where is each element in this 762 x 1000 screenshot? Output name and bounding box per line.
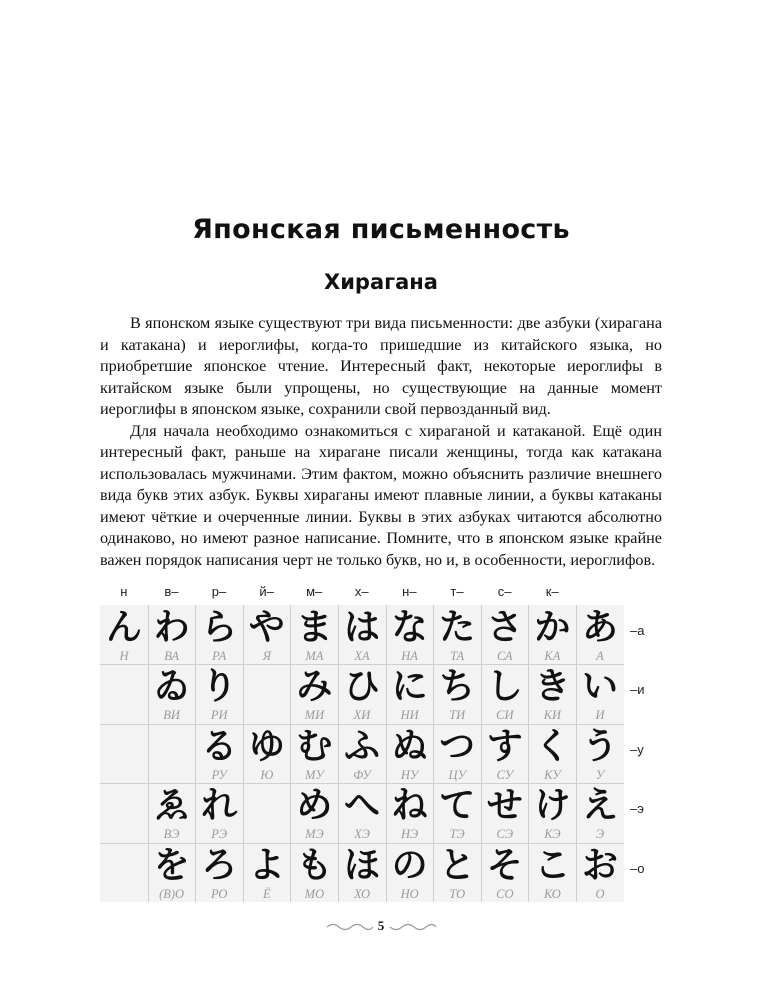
kana-character: し <box>486 666 523 708</box>
kana-character: め <box>296 785 333 827</box>
kana-cell <box>339 607 385 666</box>
kana-reading: КА <box>544 649 561 663</box>
kana-cell <box>577 607 623 666</box>
kana-character: さ <box>486 607 523 648</box>
kana-character: わ <box>153 607 190 648</box>
row-label: –а <box>630 623 645 638</box>
hiragana-table <box>100 584 660 902</box>
paragraph: В японском языке существуют три вида письменности: две азбуки (хирагана и катакана) и иероглифы, когда-то пришедшие из китайского языка, но приобретшие японское чтение. Интересный факт, некоторые иероглифы в китайском языке были упрощены, но существующие на данные момент иероглифы в японском языке, сохранили свой первозданный вид. <box>100 314 662 418</box>
kana-reading: ВЭ <box>163 827 180 842</box>
kana-character: と <box>439 844 476 886</box>
kana-reading: СА <box>497 649 513 663</box>
column-header: к– <box>545 584 559 599</box>
kana-cell <box>339 666 385 725</box>
kana-character: や <box>248 607 285 648</box>
kana-character: に <box>391 666 428 708</box>
kana-character: あ <box>581 607 618 648</box>
kana-cell <box>291 666 337 725</box>
kana-cell <box>529 607 575 666</box>
kana-reading: СЭ <box>496 827 514 842</box>
kana-character: ぬ <box>391 725 428 767</box>
kana-character: か <box>534 607 571 648</box>
kana-character: う <box>581 725 618 767</box>
row-label: –э <box>630 801 644 817</box>
row-label: –и <box>630 682 645 698</box>
body-text <box>100 313 662 571</box>
kana-cell <box>291 785 337 844</box>
paragraph: Для начала необходимо ознакомиться с хираганой и катаканой. Ещё один интересный факт, раньше на хирагане писали женщины, тогда как катакана использовалась мужчинами. Этим фактом, можно объяснить различие внешнего вида букв этих азбук. Буквы хираганы имеют плавные линии, а буквы катаканы имеют чёткие и очерченные линии. Буквы в этих азбуках читаются абсолютно одинаково, но имеют разное написание. Помните, что в японском языке крайне важен порядок написания черт не только букв, но и, в особенности, иероглифов. <box>100 421 662 569</box>
row-label: –у <box>630 741 644 757</box>
kana-reading: ХИ <box>353 708 371 723</box>
kana-reading: МА <box>305 649 324 663</box>
hiragana-grid <box>100 605 624 902</box>
kana-reading: НА <box>401 649 418 663</box>
kana-reading: Ё <box>262 886 271 901</box>
kana-cell <box>434 785 480 844</box>
kana-cell <box>434 726 480 785</box>
kana-cell <box>434 607 480 666</box>
kana-reading: РИ <box>210 708 228 723</box>
kana-reading: У <box>595 767 605 782</box>
kana-cell <box>149 845 195 904</box>
kana-character: ら <box>201 607 238 648</box>
kana-character: お <box>581 844 618 886</box>
kana-character: い <box>581 666 618 708</box>
kana-character: な <box>391 607 428 648</box>
kana-reading: ХА <box>354 649 370 663</box>
kana-cell <box>482 666 528 725</box>
kana-cell <box>577 785 623 844</box>
kana-character: も <box>296 844 333 886</box>
kana-cell <box>387 726 433 785</box>
kana-character: み <box>296 666 333 708</box>
kana-cell <box>434 845 480 904</box>
kana-cell <box>149 666 195 725</box>
kana-character: て <box>439 785 476 827</box>
kana-reading: НУ <box>400 767 419 782</box>
page-number: 5 <box>377 918 385 933</box>
kana-cell <box>149 785 195 844</box>
kana-cell <box>149 607 195 666</box>
kana-character: れ <box>201 785 238 827</box>
kana-reading: КО <box>544 886 561 901</box>
kana-reading: ХЭ <box>354 827 370 842</box>
kana-character: ね <box>391 785 428 827</box>
ornament-left-icon <box>325 922 375 932</box>
kana-character: ふ <box>343 725 380 767</box>
kana-character: む <box>296 725 333 767</box>
kana-character: ゆ <box>248 725 285 767</box>
chapter-title: Японская письменность <box>192 214 570 245</box>
kana-cell <box>482 726 528 785</box>
kana-cell <box>291 607 337 666</box>
kana-cell <box>244 845 290 904</box>
kana-cell <box>339 726 385 785</box>
kana-cell <box>339 845 385 904</box>
kana-reading: ТА <box>450 649 465 663</box>
kana-cell <box>196 785 242 844</box>
kana-reading: Э <box>595 827 605 842</box>
kana-character: ち <box>439 666 476 708</box>
column-header: в– <box>164 584 179 599</box>
kana-character: よ <box>248 844 285 886</box>
kana-character: ま <box>296 607 333 648</box>
kana-cell <box>529 845 575 904</box>
kana-reading: ВА <box>164 649 179 663</box>
kana-character: ゐ <box>153 666 190 708</box>
column-header: н <box>120 584 128 599</box>
kana-cell <box>577 666 623 725</box>
row-label: –о <box>630 860 645 876</box>
kana-character: す <box>486 725 523 767</box>
kana-reading: МО <box>304 886 325 901</box>
column-header: м– <box>306 584 323 599</box>
kana-reading: СИ <box>496 708 514 723</box>
kana-cell <box>387 607 433 666</box>
kana-cell <box>529 785 575 844</box>
kana-cell <box>577 726 623 785</box>
kana-character: ゑ <box>153 785 190 827</box>
kana-cell <box>577 845 623 904</box>
kana-character: た <box>439 607 476 648</box>
kana-cell <box>529 666 575 725</box>
kana-reading: КИ <box>543 708 562 723</box>
kana-cell <box>482 785 528 844</box>
kana-reading: СУ <box>496 767 514 782</box>
kana-reading: ЦУ <box>448 767 466 782</box>
kana-character: こ <box>534 844 571 886</box>
kana-cell <box>482 845 528 904</box>
kana-reading: (В)О <box>159 886 185 901</box>
kana-cell <box>196 726 242 785</box>
kana-reading: МИ <box>304 708 325 723</box>
kana-reading: ТО <box>449 886 466 901</box>
kana-cell <box>101 607 147 666</box>
kana-reading: МЭ <box>305 827 324 842</box>
column-header: х– <box>354 584 369 599</box>
kana-cell <box>244 607 290 666</box>
kana-reading: МУ <box>304 767 324 782</box>
kana-reading: И <box>595 708 605 723</box>
kana-character: の <box>391 844 428 886</box>
kana-cell <box>196 607 242 666</box>
kana-cell <box>196 845 242 904</box>
kana-reading: ТИ <box>449 708 466 723</box>
kana-character: を <box>153 844 190 886</box>
kana-reading: РУ <box>211 767 227 782</box>
kana-reading: КЭ <box>544 827 561 842</box>
kana-character: え <box>581 785 618 827</box>
kana-reading: ТЭ <box>449 827 465 842</box>
kana-character: そ <box>486 844 523 886</box>
kana-cell <box>482 607 528 666</box>
kana-character: は <box>343 607 380 648</box>
kana-reading: Н <box>119 649 129 663</box>
kana-reading: НО <box>400 886 419 901</box>
kana-character: け <box>534 785 571 827</box>
kana-character: つ <box>439 725 476 767</box>
kana-character: く <box>534 725 571 767</box>
kana-reading: ФУ <box>353 767 371 782</box>
kana-reading: Я <box>262 649 271 663</box>
kana-character: る <box>201 725 238 767</box>
kana-character: り <box>201 666 238 708</box>
kana-reading: НИ <box>400 708 419 723</box>
kana-reading: О <box>595 886 605 901</box>
kana-reading: А <box>596 649 604 663</box>
kana-character: せ <box>486 785 523 827</box>
kana-character: ん <box>105 607 142 648</box>
kana-cell <box>529 726 575 785</box>
kana-cell <box>339 785 385 844</box>
section-title: Хирагана <box>324 270 438 294</box>
kana-cell <box>196 666 242 725</box>
kana-character: ほ <box>343 844 380 886</box>
kana-reading: ВИ <box>163 708 180 723</box>
kana-character: ひ <box>343 666 380 708</box>
kana-reading: НЭ <box>400 827 419 842</box>
kana-cell <box>291 726 337 785</box>
kana-cell <box>387 845 433 904</box>
kana-reading: ХО <box>353 886 371 901</box>
kana-character: き <box>534 666 571 708</box>
kana-cell <box>387 785 433 844</box>
kana-reading: СО <box>496 886 514 901</box>
kana-reading: Ю <box>260 767 274 782</box>
kana-reading: РЭ <box>211 827 228 842</box>
column-header: т– <box>450 584 464 599</box>
column-header: н– <box>402 584 417 599</box>
kana-reading: РА <box>212 649 227 663</box>
kana-reading: КУ <box>544 767 561 782</box>
column-header: р– <box>211 584 227 599</box>
kana-cell <box>244 726 290 785</box>
kana-reading: РО <box>210 886 228 901</box>
kana-character: ろ <box>201 844 238 886</box>
kana-character: へ <box>343 785 380 827</box>
column-header: й– <box>259 584 274 599</box>
page-footer <box>0 918 762 934</box>
column-header: с– <box>497 584 512 599</box>
kana-cell <box>291 845 337 904</box>
ornament-right-icon <box>388 922 438 932</box>
kana-cell <box>434 666 480 725</box>
kana-cell <box>387 666 433 725</box>
